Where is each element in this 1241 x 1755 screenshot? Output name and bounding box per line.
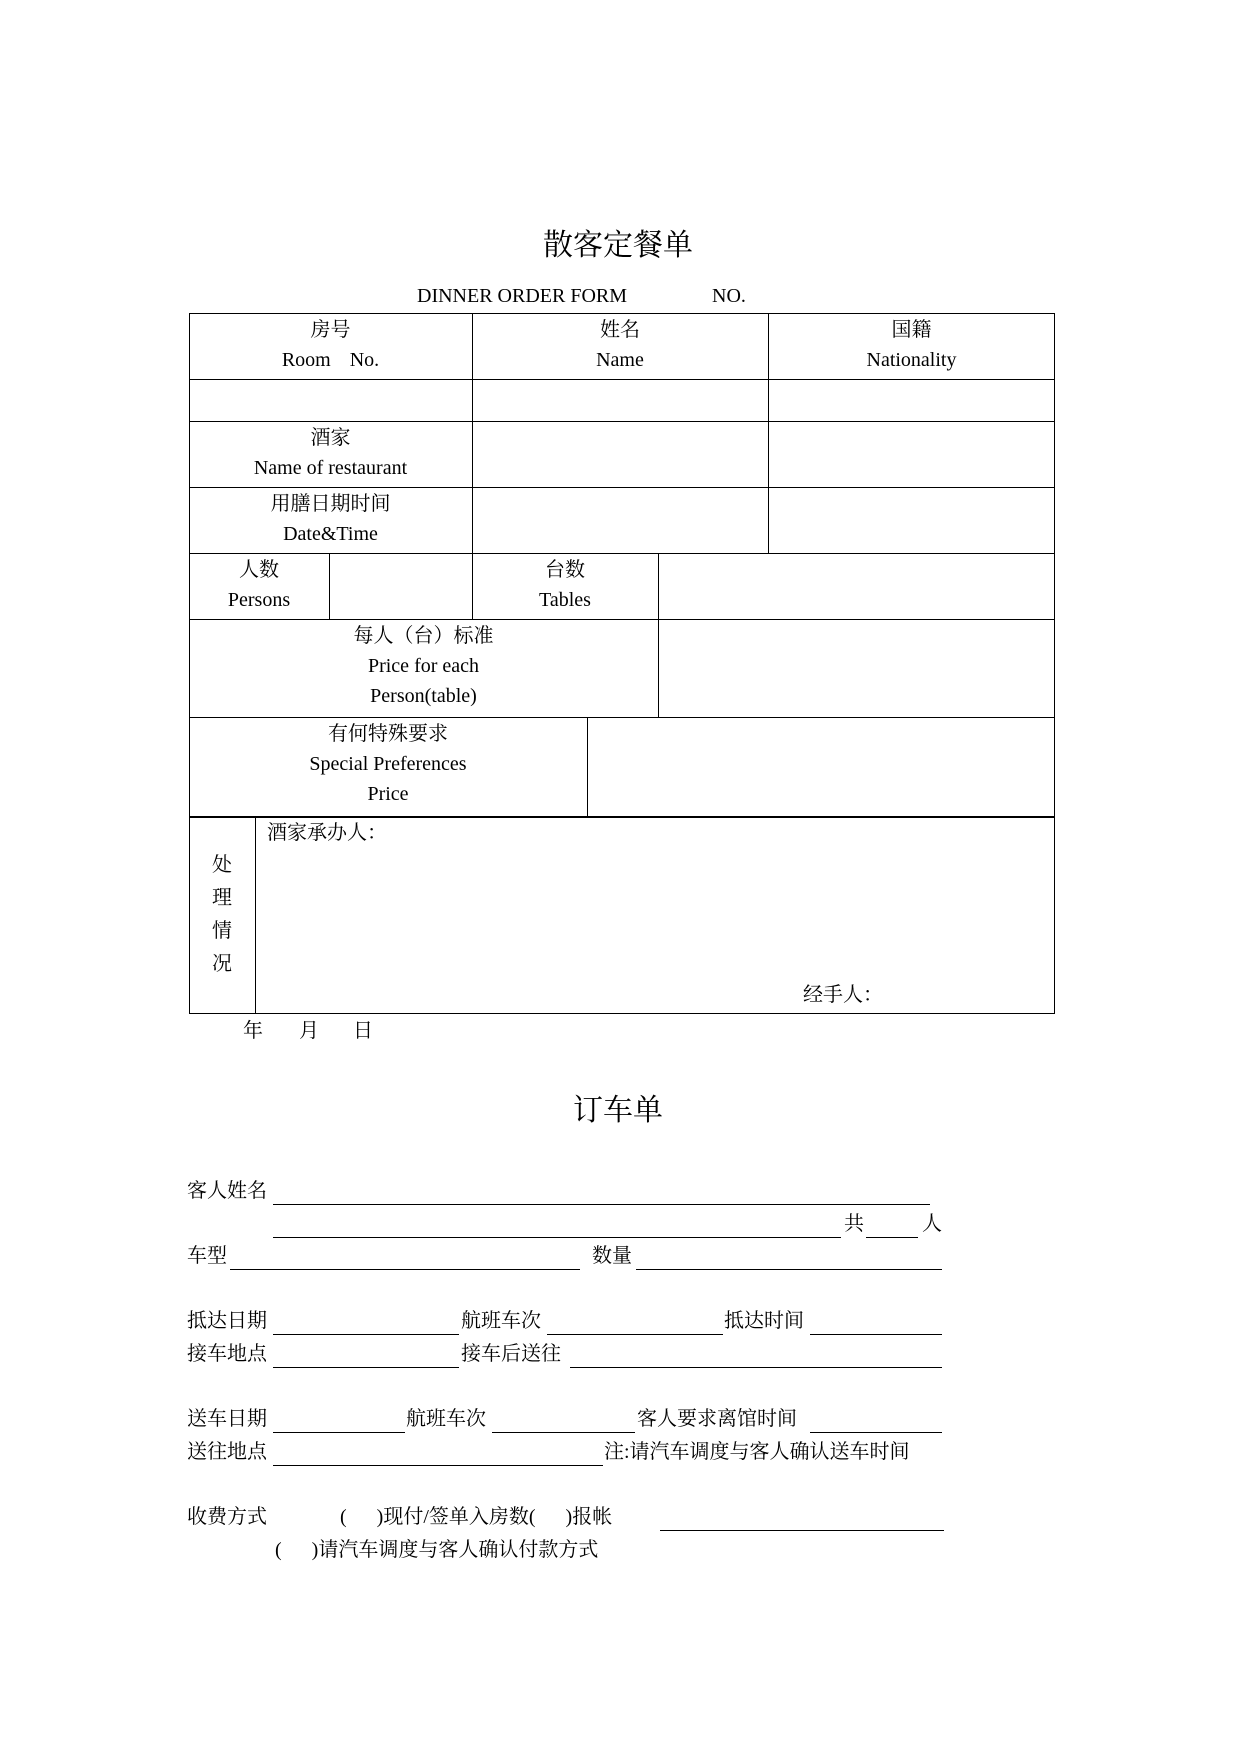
date-year: 年 bbox=[243, 1020, 263, 1042]
dropoff-place-label: 送往地点 bbox=[187, 1441, 267, 1463]
price-cn: 每人（台）标准 bbox=[353, 625, 494, 647]
restaurant-field[interactable] bbox=[473, 422, 768, 487]
persons-unit-label: 人 bbox=[922, 1213, 942, 1235]
tables-cn: 台数 bbox=[545, 559, 585, 581]
car-form-title: 订车单 bbox=[573, 1093, 663, 1128]
date-month: 月 bbox=[299, 1020, 319, 1042]
processing-char-2: 理 bbox=[212, 887, 232, 909]
dropoff-note: 注:请汽车调度与客人确认送车时间 bbox=[604, 1441, 910, 1463]
date-day: 日 bbox=[353, 1020, 373, 1042]
payment-method-label: 收费方式 bbox=[187, 1506, 267, 1528]
arrival-flight-label: 航班车次 bbox=[461, 1310, 541, 1332]
tables-en: Tables bbox=[539, 589, 591, 611]
arrival-flight-line[interactable] bbox=[547, 1334, 723, 1335]
guest-departure-line[interactable] bbox=[810, 1432, 942, 1433]
room-no-header bbox=[189, 315, 472, 375]
arrival-time-line[interactable] bbox=[810, 1334, 942, 1335]
persons-cn: 人数 bbox=[239, 559, 279, 581]
nationality-header bbox=[768, 315, 1055, 375]
name-cn: 姓名 bbox=[600, 319, 640, 341]
nationality-cn: 国籍 bbox=[891, 319, 932, 341]
price-label bbox=[189, 621, 658, 711]
payment-option-1[interactable]: ( )现付/签单入房数( )报帐 bbox=[340, 1506, 613, 1528]
datetime-label bbox=[189, 489, 472, 549]
car-type-label: 车型 bbox=[187, 1245, 227, 1267]
quantity-label: 数量 bbox=[592, 1245, 632, 1267]
arrival-date-label: 抵达日期 bbox=[187, 1310, 267, 1332]
name-en: Name bbox=[596, 349, 644, 371]
special-en-2: Price bbox=[367, 783, 409, 805]
guest-name-line[interactable] bbox=[273, 1204, 930, 1205]
dropoff-flight-line[interactable] bbox=[492, 1432, 635, 1433]
processing-char-3: 情 bbox=[212, 920, 232, 942]
datetime-field[interactable] bbox=[473, 488, 768, 553]
total-persons-line[interactable] bbox=[866, 1237, 918, 1238]
quantity-line[interactable] bbox=[636, 1269, 942, 1270]
processing-field[interactable] bbox=[256, 848, 1054, 978]
after-pickup-label: 接车后送往 bbox=[461, 1343, 561, 1365]
payment-account-line[interactable] bbox=[660, 1530, 944, 1531]
processing-label bbox=[189, 849, 255, 981]
tables-label bbox=[472, 555, 658, 615]
restaurant-label bbox=[189, 423, 472, 483]
datetime-en: Date&Time bbox=[283, 523, 378, 545]
pickup-place-label: 接车地点 bbox=[187, 1343, 267, 1365]
total-label: 共 bbox=[844, 1213, 864, 1235]
special-cn: 有何特殊要求 bbox=[328, 723, 448, 745]
nationality-field[interactable] bbox=[769, 380, 1054, 421]
processing-char-1: 处 bbox=[212, 854, 232, 876]
dropoff-place-line[interactable] bbox=[273, 1465, 603, 1466]
pickup-place-line[interactable] bbox=[273, 1367, 459, 1368]
tables-field[interactable] bbox=[659, 554, 1054, 619]
form-number-label: NO. bbox=[712, 285, 746, 307]
price-en-1: Price for each bbox=[367, 655, 480, 677]
name-field[interactable] bbox=[473, 380, 768, 421]
dinner-order-table bbox=[189, 313, 1055, 1014]
special-en-1: Special Preferences bbox=[309, 753, 467, 775]
persons-label bbox=[189, 555, 329, 615]
persons-field[interactable] bbox=[330, 554, 472, 619]
handler-label: 经手人： bbox=[803, 984, 883, 1006]
restaurant-handler-label: 酒家承办人： bbox=[267, 822, 387, 844]
restaurant-cn: 酒家 bbox=[310, 427, 351, 449]
room-no-cn: 房号 bbox=[310, 319, 351, 341]
dropoff-date-label: 送车日期 bbox=[187, 1408, 267, 1430]
guest-departure-label: 客人要求离馆时间 bbox=[637, 1408, 797, 1430]
arrival-time-label: 抵达时间 bbox=[724, 1310, 804, 1332]
name-header bbox=[472, 315, 768, 375]
guest-name-line-2[interactable] bbox=[273, 1237, 841, 1238]
arrival-date-line[interactable] bbox=[273, 1334, 459, 1335]
nationality-en: Nationality bbox=[866, 349, 957, 371]
restaurant-field-extra[interactable] bbox=[769, 422, 1054, 487]
datetime-field-extra[interactable] bbox=[769, 488, 1054, 553]
guest-name-label: 客人姓名 bbox=[187, 1180, 267, 1202]
price-en-2: Person(table) bbox=[370, 685, 477, 707]
payment-option-2[interactable]: ( )请汽车调度与客人确认付款方式 bbox=[275, 1539, 599, 1561]
dinner-form-title: 散客定餐单 bbox=[543, 228, 693, 263]
processing-char-4: 况 bbox=[212, 953, 232, 975]
persons-en: Persons bbox=[227, 589, 291, 611]
price-field[interactable] bbox=[659, 620, 1054, 717]
room-no-field[interactable] bbox=[190, 380, 472, 421]
dropoff-date-line[interactable] bbox=[273, 1432, 405, 1433]
restaurant-en: Name of restaurant bbox=[253, 457, 408, 479]
car-type-line[interactable] bbox=[230, 1269, 580, 1270]
dropoff-flight-label: 航班车次 bbox=[406, 1408, 486, 1430]
after-pickup-line[interactable] bbox=[570, 1367, 942, 1368]
dinner-form-subtitle: DINNER ORDER FORM bbox=[417, 285, 628, 307]
special-label bbox=[189, 719, 587, 809]
room-no-en: Room No. bbox=[281, 349, 380, 371]
datetime-cn: 用膳日期时间 bbox=[270, 493, 391, 515]
special-field[interactable] bbox=[588, 718, 1054, 816]
